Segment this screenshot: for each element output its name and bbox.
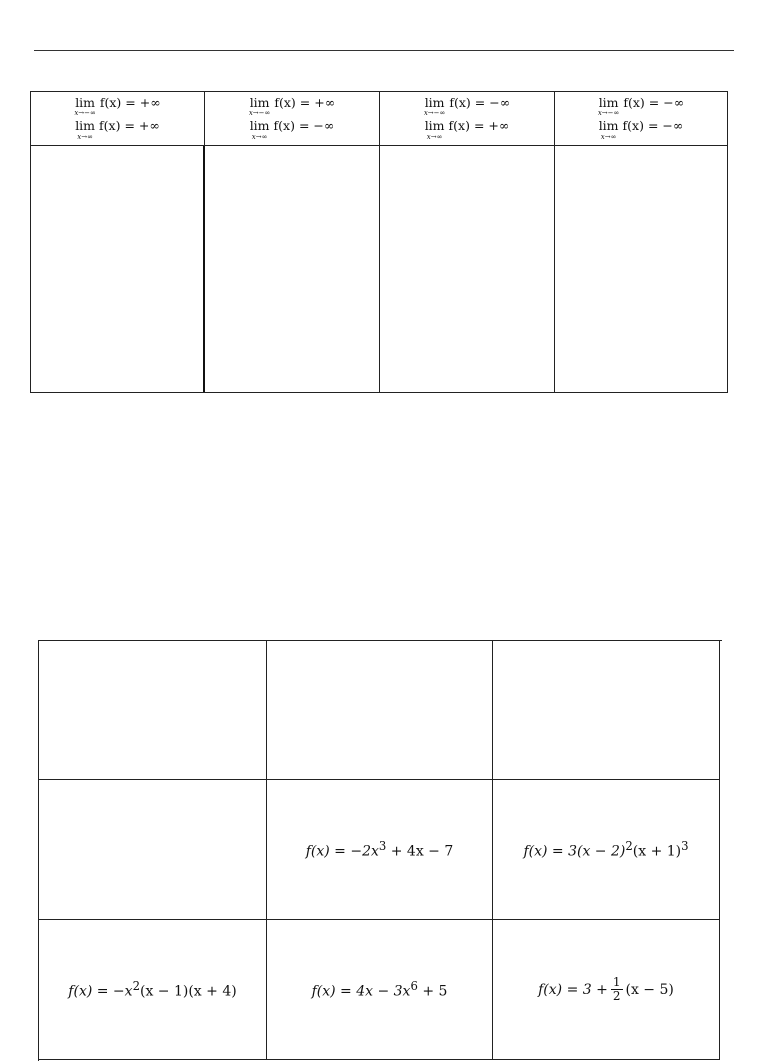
limit-neg-inf: [248, 94, 336, 118]
limits-dropzone-col-2[interactable]: [205, 146, 380, 392]
limit-neg-inf: [597, 94, 685, 118]
function-formula: f(x) = 3 + $\frac{1}{2}$ (x − 5): [538, 975, 674, 1003]
function-formula: $f(x) = -x^2(x - 1)(x + 4)$: [68, 979, 237, 1000]
lim-operator: lim: [598, 94, 619, 110]
limits-dropzone-col-4[interactable]: [555, 146, 727, 392]
limits-header-col-1: [31, 92, 205, 146]
lim-expression: f(x) = +∞: [274, 94, 336, 110]
lim-subscript: x→−∞: [423, 109, 446, 117]
lim-subscript: x→∞: [426, 132, 443, 141]
function-card[interactable]: [493, 641, 720, 780]
limit-neg-inf: [423, 94, 511, 118]
function-card[interactable]: [267, 920, 493, 1060]
lim-subscript: x→∞: [251, 132, 268, 141]
fraction: $\frac{1}{2}$: [612, 975, 621, 1003]
function-card[interactable]: [493, 920, 720, 1060]
limit-pos-inf: [599, 120, 684, 141]
lim-operator: lim: [249, 94, 270, 110]
function-formula: $f(x) = -2x^3 + 4x - 7$: [305, 839, 454, 860]
function-card[interactable]: [267, 780, 493, 920]
function-card[interactable]: [39, 920, 267, 1060]
limits-header-col-2: [205, 92, 380, 146]
lim-expression: f(x) = +∞: [448, 118, 510, 133]
lim-operator: lim: [249, 118, 270, 133]
lim-subscript: x→∞: [600, 132, 617, 141]
function-card[interactable]: [39, 780, 267, 920]
lim-expression: f(x) = −∞: [273, 118, 335, 133]
lim-operator: lim: [75, 118, 96, 133]
limits-header-col-4: [555, 92, 727, 146]
lim-expression: f(x) = +∞: [99, 118, 160, 133]
lim-expression: f(x) = −∞: [623, 94, 685, 110]
limit-pos-inf: [75, 120, 160, 141]
function-formula: $f(x) = 4x - 3x^6 + 5$: [311, 979, 448, 1000]
function-card-grid: [38, 640, 722, 1061]
lim-expression: f(x) = −∞: [622, 118, 684, 133]
limit-neg-inf: [74, 94, 161, 118]
limits-dropzone-col-1[interactable]: [31, 146, 205, 392]
lim-operator: lim: [75, 94, 96, 110]
lim-subscript: x→∞: [77, 132, 93, 141]
limit-pos-inf: [250, 120, 335, 141]
function-card[interactable]: [267, 641, 493, 780]
lim-operator: lim: [424, 94, 445, 110]
function-formula: $f(x) = 3(x - 2)^2(x + 1)^3$: [523, 839, 689, 860]
lim-expression: f(x) = −∞: [449, 94, 511, 110]
limits-dropzone-col-3[interactable]: [380, 146, 555, 392]
limits-table: [30, 91, 728, 393]
limit-pos-inf: [425, 120, 510, 141]
function-card[interactable]: [39, 641, 267, 780]
lim-operator: lim: [598, 118, 619, 133]
lim-subscript: x→−∞: [74, 109, 96, 117]
lim-subscript: x→−∞: [248, 109, 271, 117]
limits-header-col-3: [380, 92, 555, 146]
lim-expression: f(x) = +∞: [99, 94, 161, 110]
lim-subscript: x→−∞: [597, 109, 620, 117]
top-rule: [34, 50, 734, 51]
lim-operator: lim: [424, 118, 445, 133]
function-card[interactable]: [493, 780, 720, 920]
